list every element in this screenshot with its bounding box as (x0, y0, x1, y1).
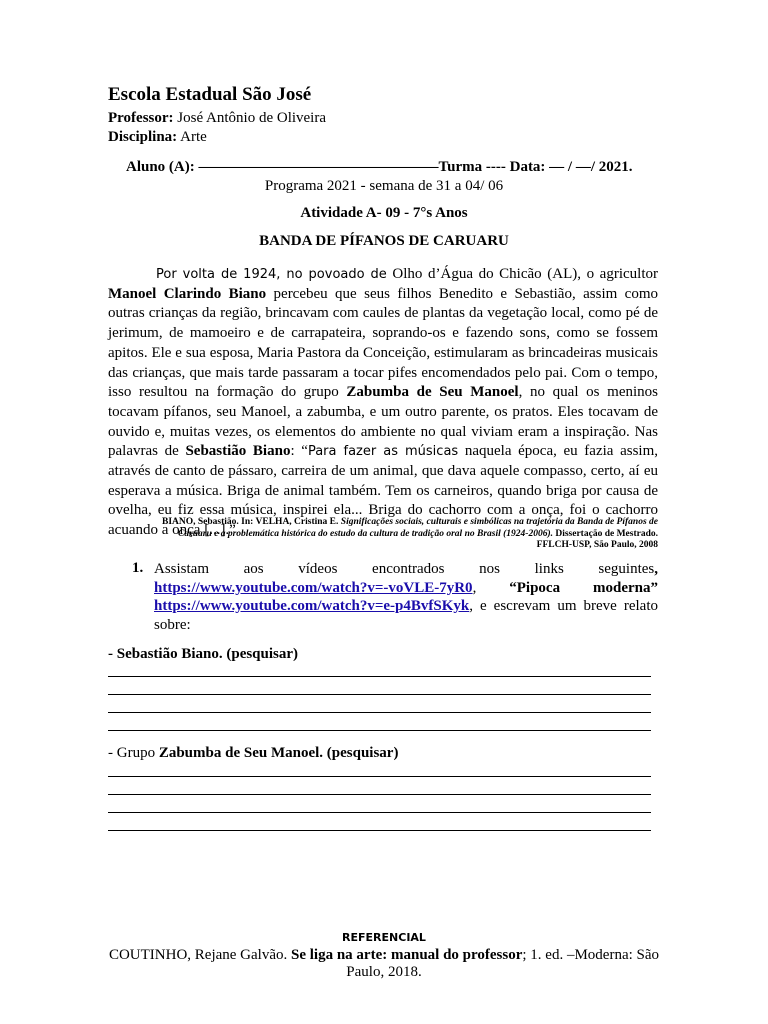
answer-line[interactable] (108, 730, 651, 731)
citation-source: Dissertação de Mestrado. FFLCH-USP, São Paulo, 2008 (536, 528, 658, 550)
disciplina-line (108, 129, 207, 146)
professor-label: Professor: (108, 110, 174, 126)
disciplina-label: Disciplina: (108, 129, 178, 145)
answer-line[interactable] (108, 676, 651, 677)
professor-name: José Antônio de Oliveira (177, 110, 327, 126)
disciplina-value: Arte (180, 129, 207, 145)
quote-start: Para fazer as músicas (307, 444, 459, 460)
section-zabumba-label: Zabumba de Seu Manoel. (pesquisar) (158, 745, 399, 761)
section-sebastiao (108, 646, 298, 663)
page-title: BANDA DE PÍFANOS DE CARUARU (259, 233, 509, 249)
answer-line[interactable] (108, 830, 651, 831)
main-paragraph (108, 265, 658, 541)
question-1 (154, 560, 658, 634)
bold-name-manoel: Manoel Clarindo Biano (108, 285, 267, 302)
question-separator: , (472, 579, 510, 596)
video-link-2[interactable]: https://www.youtube.com/watch?v=e-p4BvfSKyk (154, 598, 470, 614)
video-link-1[interactable]: https://www.youtube.com/watch?v=-voVLE-7yR0 (154, 579, 473, 596)
answer-line[interactable] (108, 776, 651, 777)
citation (150, 517, 658, 552)
question-number: 1. (132, 560, 144, 576)
question-text: Assistam aos vídeos encontrados nos links seguintes (154, 561, 655, 577)
text-segment: percebeu que seus filhos Benedito e Sebastião, assim como outras crianças da região, brincavam com caules de plantas da vegetação local, como pé de jerimum, de mamoeiro e de carrapateira, soprando-os e fazendo sons, como se fossem apitos. Ele e sua esposa, Maria Pastora da Conceição, estimularam as brincadeiras musicais das crianças, que mais tarde passaram a tocar pifes encomendados pelo pai. Com o tempo, isso resultou na formação do grupo (108, 285, 658, 401)
reference-title: Se liga na arte: manual do professor (291, 947, 523, 963)
reference-author: COUTINHO, Rejane Galvão. (108, 947, 291, 963)
pipoca-moderna-quote: “Pipoca moderna” (509, 579, 659, 596)
question-text-end: , e escrevam um breve relato sobre: (154, 598, 658, 633)
atividade-title: Atividade A- 09 - 7°s Anos (300, 205, 468, 221)
reference-publisher: ; 1. ed. –Moderna: São Paulo, 2018. (346, 947, 660, 980)
section-zabumba (108, 745, 398, 762)
answer-line[interactable] (108, 794, 651, 795)
text-start: Por volta de 1924, no povoado de (156, 267, 387, 282)
reference-heading: REFERENCIAL (342, 931, 426, 944)
bold-name-sebastiao: Sebastião Biano (185, 443, 291, 460)
section-sebastiao-label: - Sebastião Biano. (pesquisar) (108, 646, 299, 662)
answer-line[interactable] (108, 712, 651, 713)
school-name: Escola Estadual São José (108, 84, 312, 105)
question-comma: , (654, 561, 658, 577)
text-segment: naquela época, eu fazia assim, através de canto de pássaro, carreira de um animal, que dava aquele compasso, certo, aí eu esperava a música. Briga de animal também. Tem os carneiros, quando briga por causa de ovelha, eu fiz essa música, inspirei ela... Briga do cachorro com a onça, foi o cachorro acuando a onça [...].” (108, 443, 659, 539)
text-segment: : “ (290, 443, 308, 460)
programa-line: Programa 2021 - semana de 31 a 04/ 06 (264, 178, 504, 194)
answer-line[interactable] (108, 812, 651, 813)
bold-group-name: Zabumba de Seu Manoel (346, 384, 519, 401)
aluno-line: Aluno (A): ————————————————Turma ---- Data: — / —/ 2021. (126, 159, 633, 175)
text-segment: , no qual os meninos tocavam pífanos, seu Manoel, a zabumba, e um outro parente, os pratos. Eles tocavam de ouvido e, muitas vezes, os elementos do ambiente no qual viviam eram a inspiração. Nas palavras de (108, 384, 658, 460)
citation-title: Significações sociais, culturais e simbólicas na trajetória da Banda de Pífanos de Caruaru e a problemática histórica do estudo da cultura de tradição oral no Brasil (1924-2006). (177, 517, 658, 539)
professor-line (108, 110, 326, 127)
reference-text (100, 947, 668, 981)
section-zabumba-prefix: - Grupo (108, 745, 159, 761)
text-segment: Olho d’Água do Chicão (AL), o agricultor (386, 266, 658, 282)
citation-author: BIANO, Sebastião. In: VELHA, Cristina E. (162, 517, 341, 527)
answer-line[interactable] (108, 694, 651, 695)
